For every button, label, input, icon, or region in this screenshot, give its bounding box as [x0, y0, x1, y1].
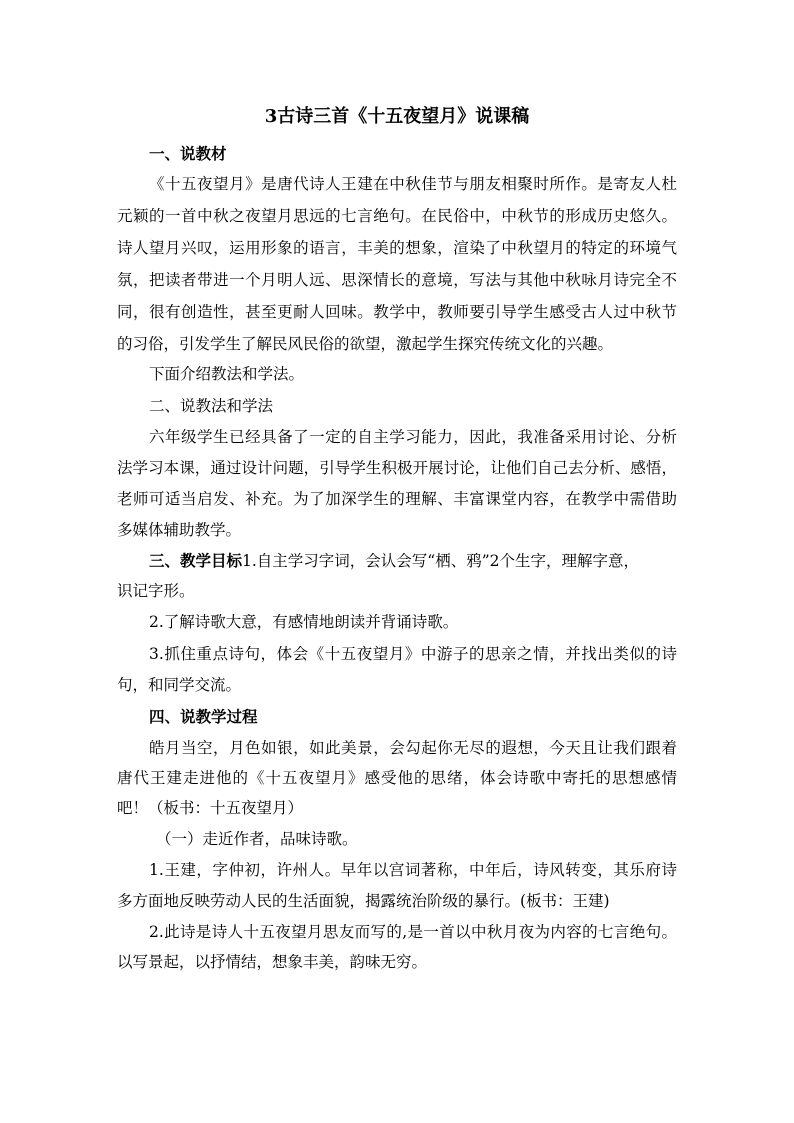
paragraph-line: 多方面地反映劳动人民的生活面貌，揭露统治阶级的暴行。(板书：王建)	[117, 892, 610, 910]
paragraph-line: 氛，把读者带进一个月明人远、思深情长的意境，写法与其他中秋咏月诗完全不	[117, 271, 677, 289]
paragraph-line: 下面介绍教法和学法。	[149, 365, 305, 383]
paragraph-line: 2.了解诗歌大意，有感情地朗读并背诵诗歌。	[149, 613, 459, 631]
paragraph-line: 2.此诗是诗人十五夜望月思友而写的,是一首以中秋月夜为内容的七言绝句。	[149, 923, 677, 941]
paragraph-line: 3.抓住重点诗句，体会《十五夜望月》中游子的思亲之情，并找出类似的诗	[149, 645, 677, 663]
section-heading-2: 二、说教法和学法	[149, 397, 274, 415]
paragraph-line: 法学习本课，通过设计问题，引导学生积极开展讨论，让他们自己去分析、感悟，	[117, 459, 677, 477]
paragraph-line: 诗人望月兴叹，运用形象的语言，丰美的想象，渲染了中秋望月的特定的环境气	[117, 239, 677, 257]
paragraph-line: 的习俗，引发学生了解民风民俗的欲望，激起学生探究传统文化的兴趣。	[117, 335, 614, 353]
paragraph-line: 老师可适当启发、补充。为了加深学生的理解、丰富课堂内容，在教学中需借助	[117, 490, 677, 508]
paragraph-line: 六年级学生已经具备了一定的自主学习能力，因此，我准备采用讨论、分析	[149, 428, 677, 446]
paragraph-line: 多媒体辅助教学。	[117, 521, 242, 539]
section-heading-3: 三、教学目标	[149, 551, 243, 570]
objective-1-text: 1.自主学习字词，会认会写“栖、鸦”2个生字，理解字意，	[242, 552, 640, 570]
paragraph-line: 唐代王建走进他的《十五夜望月》感受他的思绪，体会诗歌中寄托的思想感情	[117, 769, 677, 787]
section-3-first-line	[149, 550, 677, 572]
paragraph-line: 1.王建，字仲初，许州人。早年以宫词著称，中年后，诗风转变，其乐府诗	[149, 861, 677, 879]
paragraph-line: 吧！（板书：十五夜望月）	[117, 799, 304, 817]
paragraph-line: 皓月当空，月色如银，如此美景，会勾起你无尽的遐想，今天且让我们跟着	[149, 739, 677, 757]
paragraph-line: 识记字形。	[117, 582, 195, 600]
paragraph-line: 句，和同学交流。	[117, 676, 242, 694]
document-title: 3古诗三首《十五夜望月》说课稿	[264, 106, 530, 127]
paragraph-line: （一）走近作者，品味诗歌。	[156, 830, 358, 848]
paragraph-line: 以写景起，以抒情结，想象丰美，韵味无穷。	[117, 953, 428, 971]
paragraph-line: 《十五夜望月》是唐代诗人王建在中秋佳节与朋友相聚时所作。是寄友人杜	[149, 175, 677, 193]
paragraph-line: 元颖的一首中秋之夜望月思远的七言绝句。在民俗中，中秋节的形成历史悠久。	[117, 207, 677, 225]
section-heading-1: 一、说教材	[149, 144, 227, 163]
section-heading-4: 四、说教学过程	[149, 707, 258, 726]
paragraph-line: 同，很有创造性，甚至更耐人回味。教学中，教师要引导学生感受古人过中秋节	[117, 303, 677, 321]
